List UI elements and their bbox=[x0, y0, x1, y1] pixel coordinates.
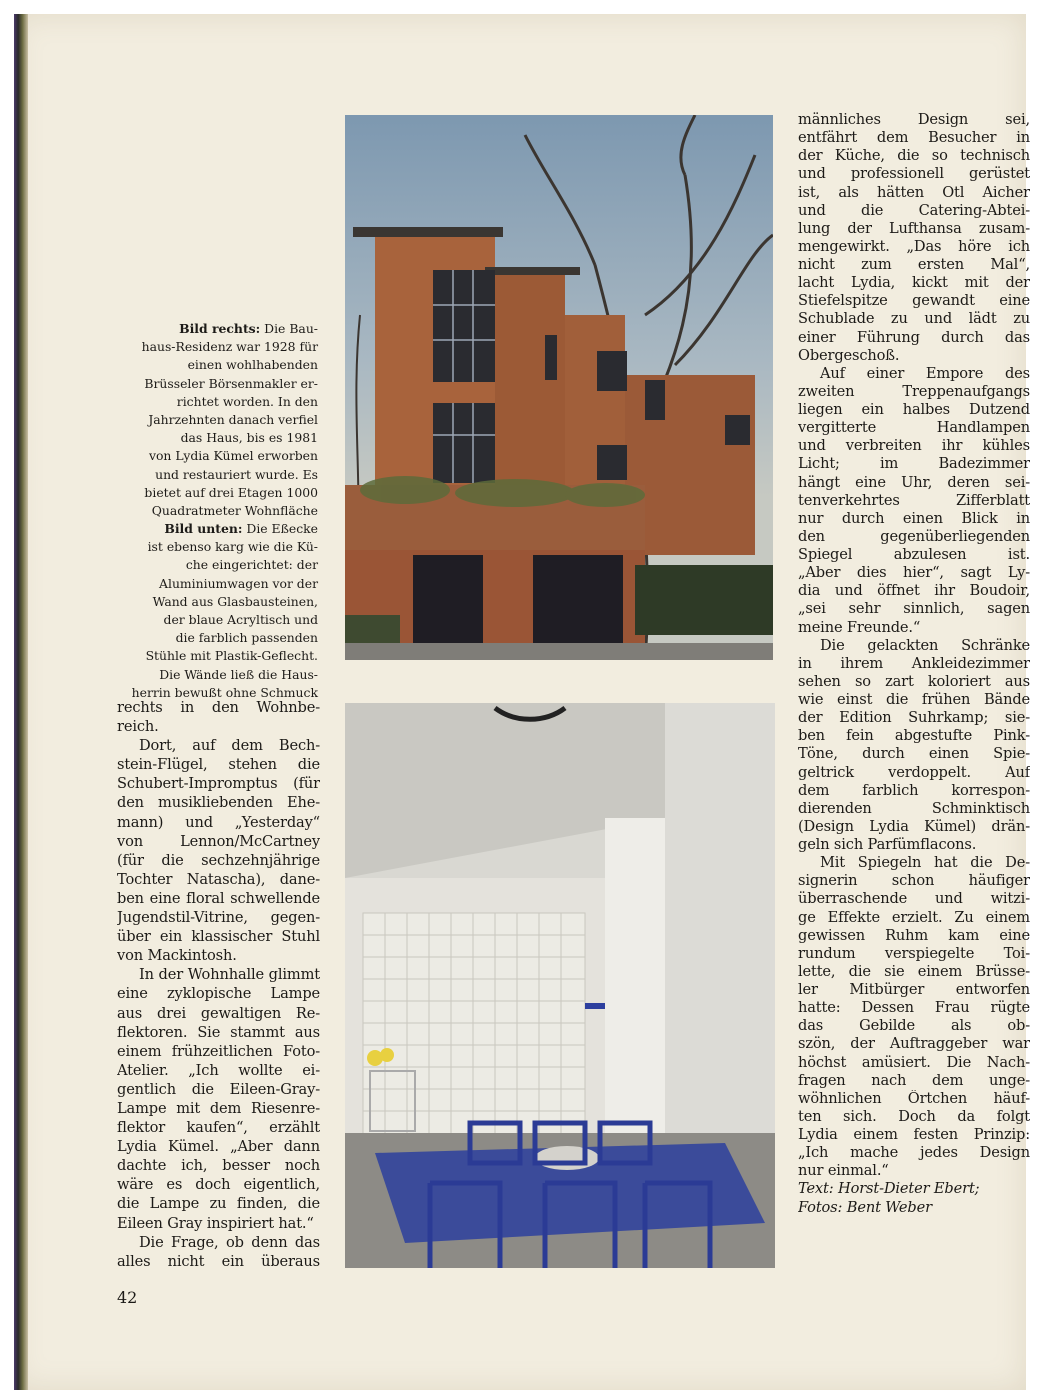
text-line: vergitterte Handlampen bbox=[798, 419, 1030, 437]
text-line: lette, die sie einem Brüsse- bbox=[798, 962, 1030, 980]
text-line: hatte: Dessen Frau rügte bbox=[798, 999, 1030, 1017]
caption-text: Brüsseler Börsenmakler er- bbox=[144, 375, 318, 391]
text-line: tenverkehrtes Zifferblatt bbox=[798, 491, 1030, 509]
text-line: eine zyklopische Lampe bbox=[117, 985, 320, 1003]
paragraph bbox=[798, 365, 1030, 637]
caption-line bbox=[118, 593, 318, 611]
text-line: fragen nach dem unge- bbox=[798, 1071, 1030, 1089]
text-line: gewissen Ruhm kam eine bbox=[798, 926, 1030, 944]
text-line: signerin schon häufiger bbox=[798, 872, 1030, 890]
text-line: Auf einer Empore des bbox=[820, 364, 1030, 382]
text-line: (Design Lydia Kümel) drän- bbox=[798, 817, 1030, 835]
caption-line bbox=[118, 466, 318, 484]
text-line: In der Wohnhalle glimmt bbox=[139, 966, 320, 984]
text-line: mann) und „Yesterday“ bbox=[117, 813, 320, 831]
caption-text: und restauriert wurde. Es bbox=[155, 466, 318, 482]
caption-line bbox=[118, 356, 318, 374]
page-number: 42 bbox=[117, 1288, 138, 1307]
paragraph bbox=[117, 965, 320, 1232]
credits-photos: Fotos: Bent Weber bbox=[798, 1198, 932, 1216]
text-line: nicht zum ersten Mal“, bbox=[798, 256, 1030, 273]
text-line: wie einst die frühen Bände bbox=[798, 691, 1030, 708]
text-line: Licht; im Badezimmer bbox=[798, 455, 1030, 473]
caption-text: von Lydia Kümel erworben bbox=[148, 448, 318, 464]
caption-line bbox=[118, 575, 318, 593]
caption-text: herrin bewußt ohne Schmuck bbox=[131, 684, 318, 700]
caption-line bbox=[118, 411, 318, 429]
text-line: und die Catering-Abtei- bbox=[798, 201, 1030, 219]
caption-text: ist ebenso karg wie die Kü- bbox=[147, 539, 318, 555]
text-line: Lampe mit dem Riesenre- bbox=[117, 1099, 320, 1117]
credits-text: Text: Horst-Dieter Ebert; bbox=[798, 1180, 980, 1198]
text-line: Die Frage, ob denn das bbox=[139, 1233, 320, 1251]
text-line: „sei sehr sinnlich, sagen bbox=[798, 600, 1030, 618]
text-line: mengewirkt. „Das höre ich bbox=[798, 237, 1030, 255]
text-line: dem farblich korrespon- bbox=[798, 781, 1030, 799]
text-line: den gegenüberliegenden bbox=[798, 527, 1030, 545]
text-line: entfährt dem Besucher in bbox=[798, 129, 1030, 147]
text-line: aus drei gewaltigen Re- bbox=[117, 1004, 320, 1022]
text-line: dia und öffnet ihr Boudoir, bbox=[798, 582, 1030, 600]
binding-edge bbox=[14, 14, 28, 1390]
caption-text: bietet auf drei Etagen 1000 bbox=[144, 484, 318, 500]
text-line: der Küche, die so technisch bbox=[798, 147, 1030, 165]
text-line: geln sich Parfümflacons. bbox=[798, 836, 977, 853]
text-line: Schublade zu und lädt zu bbox=[798, 310, 1030, 328]
text-line: über ein klassischer Stuhl bbox=[117, 928, 320, 946]
caption-line bbox=[118, 629, 318, 647]
text-line: Töne, durch einen Spie- bbox=[798, 745, 1030, 763]
text-line: höchst amüsiert. Die Nach- bbox=[798, 1053, 1030, 1071]
text-line: Jugendstil-Vitrine, gegen- bbox=[117, 909, 320, 927]
text-line: „Aber dies hier“, sagt Ly- bbox=[798, 564, 1030, 582]
text-line: rundum verspiegelte Toi- bbox=[798, 944, 1030, 962]
caption-line bbox=[118, 520, 318, 538]
caption-line bbox=[118, 502, 318, 520]
caption-text: che eingerichtet: der bbox=[185, 557, 318, 573]
text-line: (für die sechzehnjährige bbox=[117, 851, 320, 869]
text-line: von Mackintosh. bbox=[117, 947, 237, 965]
text-line: szön, der Auftraggeber war bbox=[798, 1035, 1030, 1053]
caption-text: die farblich passenden bbox=[175, 630, 318, 646]
text-line: und verbreiten ihr kühles bbox=[798, 437, 1030, 455]
article-column-right bbox=[798, 111, 1030, 1217]
text-line: lung der Lufthansa zusam- bbox=[798, 219, 1030, 237]
text-line: Schubert-Impromptus (für bbox=[117, 775, 320, 793]
caption-line bbox=[118, 393, 318, 411]
caption-text: Die Wände ließ die Haus- bbox=[159, 666, 318, 682]
paragraph bbox=[117, 1233, 320, 1271]
caption-text: haus-Residenz war 1928 für bbox=[141, 339, 318, 355]
caption-text: richtet worden. In den bbox=[176, 393, 318, 409]
text-line: liegen ein halbes Dutzend bbox=[798, 401, 1030, 418]
caption-text: Stühle mit Plastik-Geflecht. bbox=[145, 648, 318, 664]
text-line: nur durch einen Blick in bbox=[798, 509, 1030, 527]
photo-caption bbox=[118, 320, 318, 702]
text-line: dierenden Schminktisch bbox=[798, 799, 1030, 817]
text-line: gentlich die Eileen-Gray- bbox=[117, 1080, 320, 1098]
text-line: die Lampe zu finden, die bbox=[117, 1195, 320, 1213]
text-line: lacht Lydia, kickt mit der bbox=[798, 274, 1030, 292]
paragraph bbox=[798, 854, 1030, 1180]
text-line: Mit Spiegeln hat die De- bbox=[820, 854, 1030, 872]
text-line: in ihrem Ankleidezimmer bbox=[798, 654, 1030, 672]
caption-line bbox=[118, 484, 318, 502]
caption-line bbox=[118, 320, 318, 338]
text-line: rechts in den Wohnbe- bbox=[117, 699, 320, 716]
text-line: Dort, auf dem Bech- bbox=[139, 737, 320, 755]
text-line: männliches Design sei, bbox=[798, 111, 1030, 128]
caption-line bbox=[118, 666, 318, 684]
text-line: von Lennon/McCartney bbox=[117, 832, 320, 850]
article-column-left bbox=[117, 698, 320, 1271]
text-line: einem frühzeitlichen Foto- bbox=[117, 1042, 320, 1060]
text-line: meine Freunde.“ bbox=[798, 618, 921, 636]
paragraph bbox=[117, 736, 320, 965]
caption-line bbox=[118, 611, 318, 629]
caption-text: Aluminiumwagen vor der bbox=[159, 575, 318, 591]
photo-bauhaus-residence-exterior bbox=[345, 115, 773, 660]
text-line: wöhnlichen Örtchen häuf- bbox=[798, 1089, 1030, 1107]
text-line: Stiefelspitze gewandt eine bbox=[798, 292, 1030, 310]
text-line: dachte ich, besser noch bbox=[117, 1157, 320, 1175]
text-line: stein-Flügel, stehen die bbox=[117, 756, 320, 774]
paragraph bbox=[798, 111, 1030, 365]
text-line: Obergeschoß. bbox=[798, 346, 900, 364]
text-line: flektoren. Sie stammt aus bbox=[117, 1023, 320, 1041]
caption-line bbox=[118, 538, 318, 556]
text-line: sehen so zart koloriert aus bbox=[798, 672, 1030, 690]
text-line: einer Führung durch das bbox=[798, 328, 1030, 346]
text-line: Die gelackten Schränke bbox=[820, 636, 1030, 654]
caption-line bbox=[118, 647, 318, 665]
text-line: das Gebilde als ob- bbox=[798, 1017, 1030, 1035]
text-line: überraschende und witzi- bbox=[798, 890, 1030, 908]
caption-line bbox=[118, 447, 318, 465]
caption-text: Die Bau- bbox=[260, 321, 318, 336]
text-line: den musikliebenden Ehe- bbox=[117, 794, 320, 812]
caption-text: Wand aus Glasbausteinen, bbox=[152, 593, 318, 609]
caption-text: einen wohlhabenden bbox=[187, 357, 318, 373]
text-line: flektor kaufen“, erzählt bbox=[117, 1119, 320, 1137]
caption-line bbox=[118, 338, 318, 356]
paragraph bbox=[798, 637, 1030, 855]
text-line: nur einmal.“ bbox=[798, 1162, 889, 1180]
text-line: Lydia einem festen Prinzip: bbox=[798, 1126, 1030, 1143]
caption-text: Quadratmeter Wohnfläche bbox=[151, 502, 318, 518]
caption-text: Jahrzehnten danach verfiel bbox=[148, 411, 318, 427]
text-line: ist, als hätten Otl Aicher bbox=[798, 183, 1030, 201]
text-line: alles nicht ein überaus bbox=[117, 1252, 320, 1270]
caption-line bbox=[118, 556, 318, 574]
text-line: wäre es doch eigentlich, bbox=[117, 1176, 320, 1194]
text-line: geltrick verdoppelt. Auf bbox=[798, 763, 1030, 781]
caption-label: Bild unten: bbox=[164, 521, 243, 537]
text-line: „Ich mache jedes Design bbox=[798, 1144, 1030, 1162]
caption-line bbox=[118, 429, 318, 447]
text-line: Atelier. „Ich wollte ei- bbox=[117, 1061, 320, 1079]
text-line: Spiegel abzulesen ist. bbox=[798, 546, 1030, 563]
text-line: der Edition Suhrkamp; sie- bbox=[798, 709, 1030, 727]
caption-text: das Haus, bis es 1981 bbox=[180, 430, 318, 446]
paragraph bbox=[117, 698, 320, 736]
caption-label: Bild rechts: bbox=[179, 321, 261, 336]
text-line: Tochter Natascha), dane- bbox=[117, 870, 320, 888]
text-line: zweiten Treppenaufgangs bbox=[798, 382, 1030, 400]
text-line: ten sich. Doch da folgt bbox=[798, 1107, 1030, 1125]
caption-text: Die Eßecke bbox=[242, 521, 318, 537]
text-line: reich. bbox=[117, 718, 159, 736]
photo-dining-area bbox=[345, 703, 775, 1268]
text-line: hängt eine Uhr, deren sei- bbox=[798, 473, 1030, 491]
text-line: und professionell gerüstet bbox=[798, 165, 1030, 183]
text-line: ler Mitbürger entworfen bbox=[798, 981, 1030, 998]
text-line: ben eine floral schwellende bbox=[117, 889, 320, 907]
caption-line bbox=[118, 375, 318, 393]
text-line: ben fein abgestufte Pink- bbox=[798, 727, 1030, 745]
text-line: Eileen Gray inspiriert hat.“ bbox=[117, 1214, 314, 1232]
caption-text: der blaue Acryltisch und bbox=[163, 612, 318, 627]
text-line: Lydia Kümel. „Aber dann bbox=[117, 1138, 320, 1156]
text-line: ge Effekte erzielt. Zu einem bbox=[798, 908, 1030, 926]
